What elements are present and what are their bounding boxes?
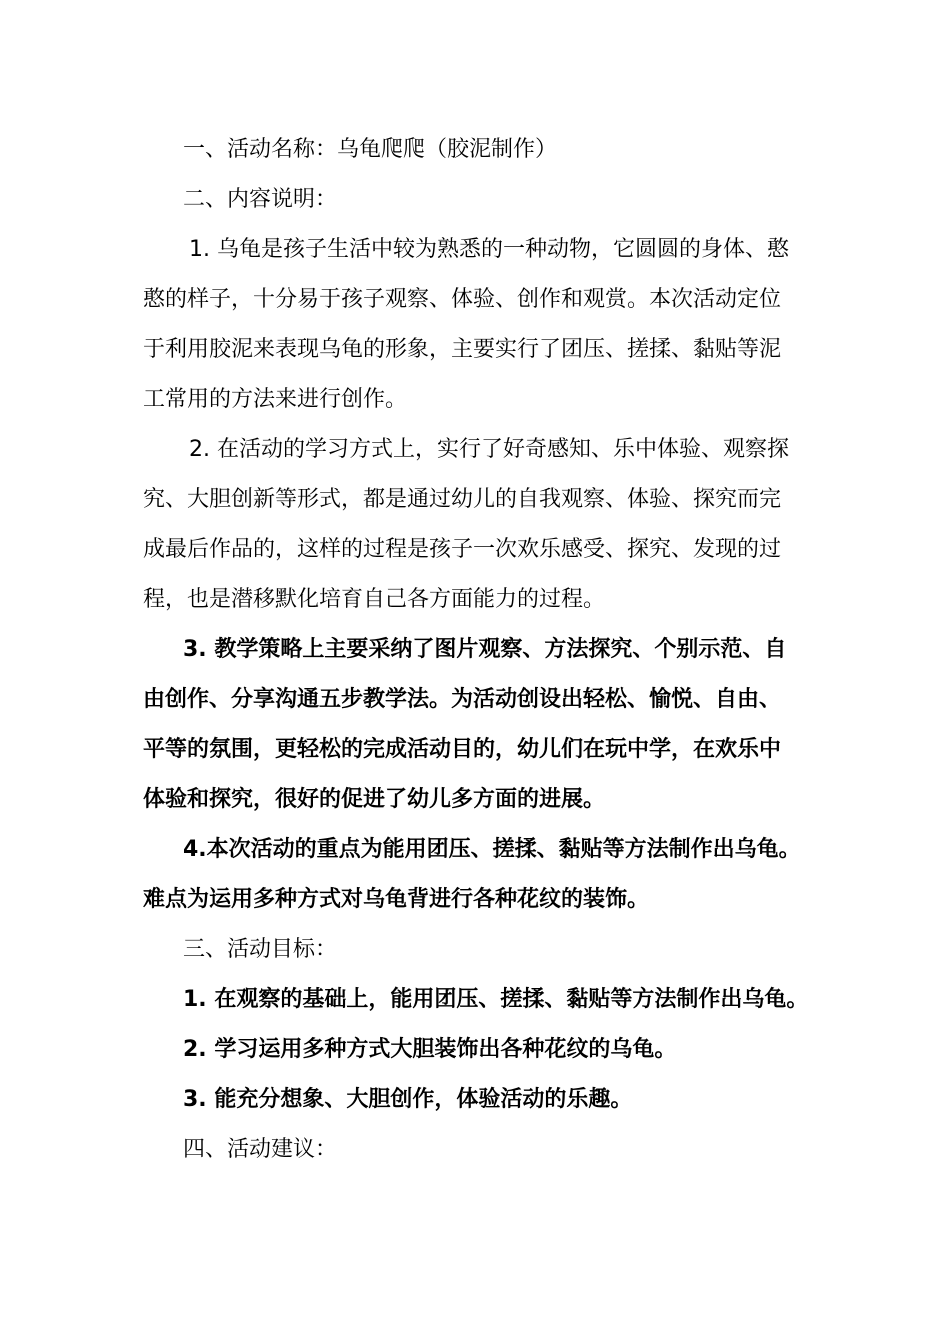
paragraph-line: 由创作、分享沟通五步教学法。为活动创设出轻松、愉悦、自由、 <box>143 687 782 712</box>
paragraph-line: 2. 在活动的学习方式上，实行了好奇感知、乐中体验、观察探 <box>189 437 789 462</box>
goal-item: 3. 能充分想象、大胆创作，体验活动的乐趣。 <box>183 1087 633 1112</box>
paragraph-line: 程，也是潜移默化培育自己各方面能力的过程。 <box>143 587 606 612</box>
section-title-activity-goals: 三、活动目标： <box>183 937 338 962</box>
section-title-content-description: 二、内容说明： <box>183 187 338 212</box>
goal-item: 2. 学习运用多种方式大胆装饰出各种花纹的乌龟。 <box>183 1037 677 1062</box>
goal-item: 1. 在观察的基础上，能用团压、搓揉、黏贴等方法制作出乌龟。 <box>183 987 809 1012</box>
paragraph-line: 3. 教学策略上主要采纳了图片观察、方法探究、个别示范、自 <box>183 637 787 662</box>
paragraph-line: 4.本次活动的重点为能用团压、搓揉、黏贴等方法制作出乌龟。 <box>183 837 801 862</box>
section-title-activity-suggestions: 四、活动建议： <box>183 1137 338 1162</box>
paragraph-line: 体验和探究，很好的促进了幼儿多方面的进展。 <box>143 787 606 812</box>
paragraph-line: 成最后作品的，这样的过程是孩子一次欢乐感受、探究、发现的过 <box>143 537 782 562</box>
paragraph-line: 1. 乌龟是孩子生活中较为熟悉的一种动物，它圆圆的身体、憨 <box>189 237 789 262</box>
paragraph-line: 究、大胆创新等形式，都是通过幼儿的自我观察、体验、探究而完 <box>143 487 782 512</box>
paragraph-line: 工常用的方法来进行创作。 <box>143 387 408 412</box>
paragraph-line: 憨的样子，十分易于孩子观察、体验、创作和观赏。本次活动定位 <box>143 287 782 312</box>
paragraph-line: 平等的氛围，更轻松的完成活动目的，幼儿们在玩中学，在欢乐中 <box>143 737 782 762</box>
section-title-activity-name: 一、活动名称：乌龟爬爬（胶泥制作） <box>183 137 558 162</box>
paragraph-line: 难点为运用多种方式对乌龟背进行各种花纹的装饰。 <box>143 887 650 912</box>
paragraph-line: 于利用胶泥来表现乌龟的形象，主要实行了团压、搓揉、黏贴等泥 <box>143 337 782 362</box>
